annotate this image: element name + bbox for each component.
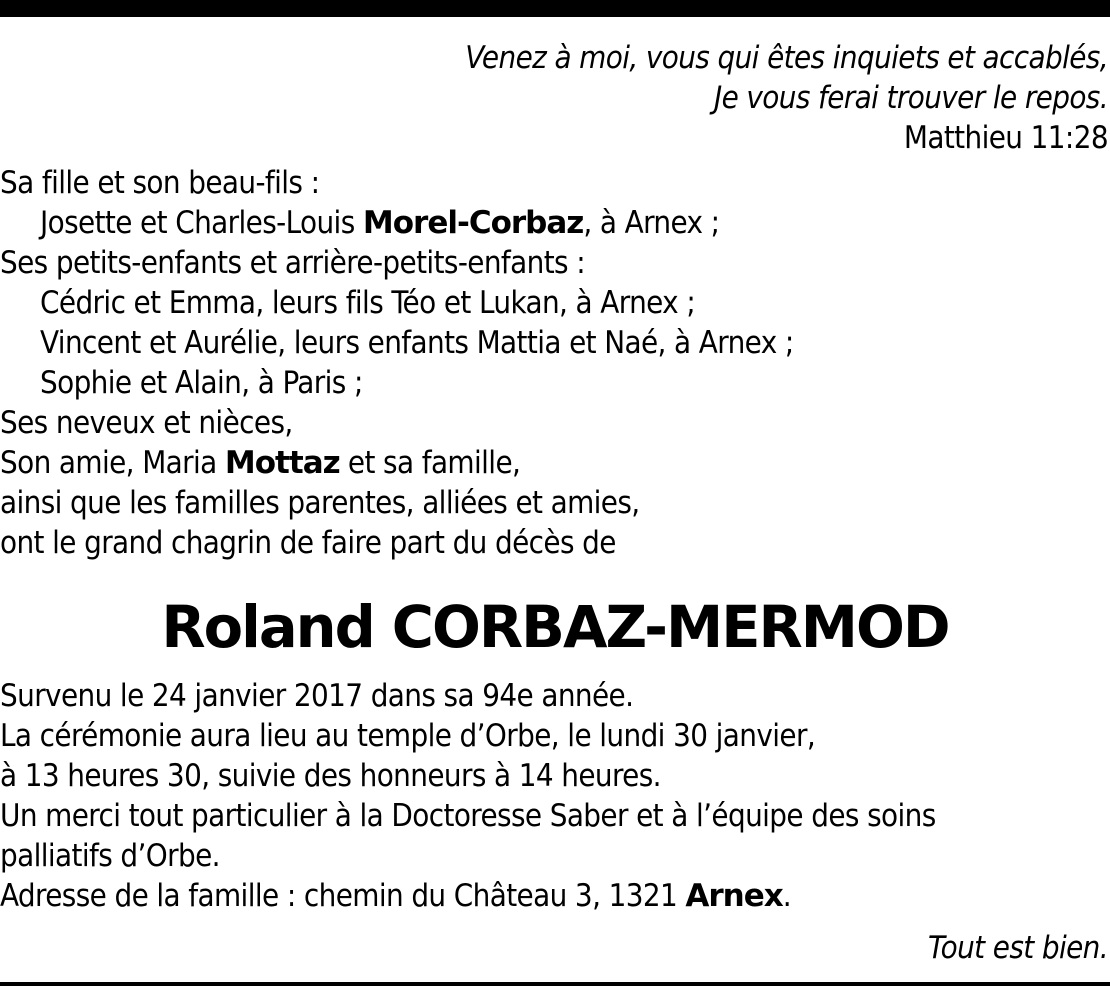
friend-surname: Mottaz	[224, 445, 340, 481]
bible-quote	[0, 38, 1108, 158]
friend-intro: Son amie, Maria	[0, 445, 225, 481]
ceremony-line-1: La cérémonie aura lieu au temple d’Orbe, le lundi 30 janvier,	[0, 718, 816, 754]
daughter-first-names: Josette et Charles-Louis	[40, 205, 363, 241]
grandchild-line: Cédric et Emma, leurs fils Téo et Lukan, à Arnex ;	[40, 285, 696, 321]
thanks-line-2: palliatifs d’Orbe.	[0, 838, 220, 874]
announcement-line: ont le grand chagrin de faire part du décès de	[0, 525, 616, 561]
address-line	[0, 876, 1108, 916]
grandchild-line: Sophie et Alain, à Paris ;	[40, 365, 363, 401]
funeral-details	[0, 676, 1108, 916]
daughter-heading: Sa fille et son beau-fils :	[0, 165, 320, 201]
grandchildren-heading: Ses petits-enfants et arrière-petits-enfants :	[0, 245, 586, 281]
quote-line-1: Venez à moi, vous qui êtes inquiets et accablés,	[465, 40, 1108, 76]
closing-phrase: Tout est bien.	[928, 930, 1108, 966]
quote-line-2: Je vous ferai trouver le repos.	[713, 80, 1108, 116]
relatives-line: ainsi que les familles parentes, alliées et amies,	[0, 485, 640, 521]
quote-reference: Matthieu 11:28	[903, 120, 1108, 156]
grandchild-line: Vincent et Aurélie, leurs enfants Mattia et Naé, à Arnex ;	[40, 325, 794, 361]
top-rule	[0, 0, 1110, 17]
deceased-name: Roland CORBAZ-MERMOD	[161, 593, 949, 661]
family-list	[0, 163, 1108, 563]
ceremony-line-2: à 13 heures 30, suivie des honneurs à 14 heures.	[0, 758, 661, 794]
nephews-line: Ses neveux et nièces,	[0, 405, 293, 441]
death-date-line: Survenu le 24 janvier 2017 dans sa 94e année.	[0, 678, 634, 714]
address-text: Adresse de la famille : chemin du Château 3, 1321	[0, 878, 686, 914]
address-town: Arnex	[685, 878, 783, 914]
friend-line	[0, 443, 1108, 483]
address-end: .	[782, 878, 792, 914]
daughter-surname: Morel-Corbaz	[362, 205, 584, 241]
friend-family: et sa famille,	[339, 445, 521, 481]
daughter-line	[0, 203, 1108, 243]
thanks-line-1: Un merci tout particulier à la Doctoresse Saber et à l’équipe des soins	[0, 798, 936, 834]
daughter-location: , à Arnex ;	[583, 205, 720, 241]
bottom-rule	[0, 982, 1110, 986]
